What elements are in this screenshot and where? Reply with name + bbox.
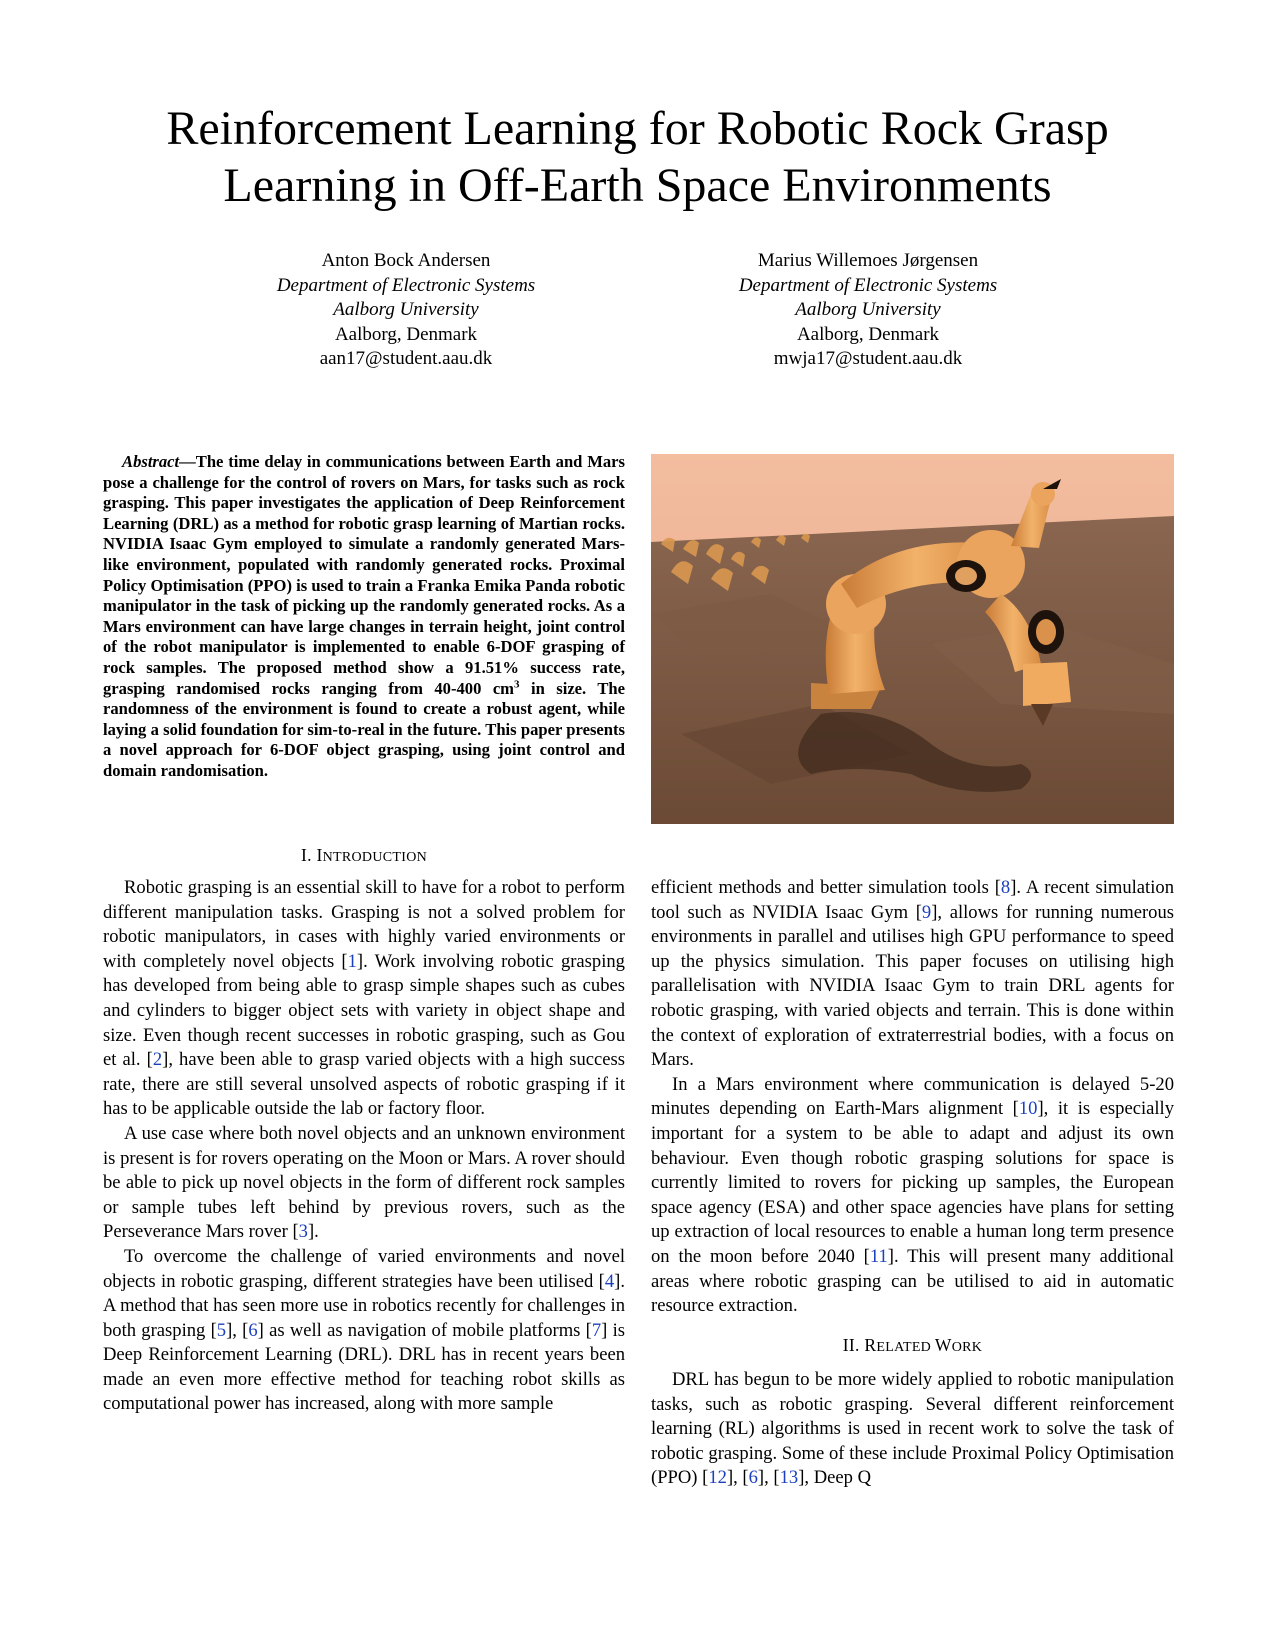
- abstract-text: —The time delay in communications between Earth and Mars pose a challenge for the control of rovers on Mars, for tasks such as rock grasping. This paper investigates the application of Deep Reinforcement Learning (DRL) as a method for robotic grasp learning of Martian rocks. NVIDIA Isaac Gym employed to simulate a randomly generated Mars-like environment, populated with randomly generated rocks. Proximal Policy Optimisation (PPO) is used to train a Franka Emika Panda robotic manipulator in the task of picking up the randomly generated rocks. As a Mars environment can have large changes in terrain height, joint control of the robot manipulator is implemented to enable 6-DOF grasping of rock samples. The proposed method show a 91.51% success rate, grasping randomised rocks ranging from 40-400 cm: [103, 452, 625, 698]
- text-run: ] as well as navigation of mobile platforms [: [257, 1319, 592, 1341]
- citation-link[interactable]: 7: [591, 1319, 602, 1341]
- section-title-rest: NTRODUCTION: [322, 850, 428, 865]
- text-run: ]. A method that has seen more use in robotics recently for challenges in both grasping [: [103, 1270, 625, 1341]
- paragraph: [103, 1122, 625, 1245]
- mars-robot-render: [651, 454, 1174, 824]
- citation-link[interactable]: 13: [779, 1467, 799, 1489]
- title-line-1: Reinforcement Learning for Robotic Rock Grasp: [166, 102, 1109, 155]
- section-title-initial: I: [316, 845, 323, 865]
- author-location: Aalborg, Denmark: [796, 323, 940, 345]
- text-run: ]. This will present many additional areas where robotic grasping can be utilised to aid in automatic resource extraction.: [651, 1245, 1174, 1317]
- text-run: Robotic grasping is an essential skill to have for a robot to perform different manipulation tasks. Grasping is not a solved problem for robotic manipulators, in cases with highly varied environments or with completely novel objects [: [103, 877, 625, 972]
- text-run: ], [: [226, 1319, 249, 1341]
- author-block: [196, 249, 616, 372]
- author-university: Aalborg University: [795, 299, 941, 320]
- section-number: I.: [300, 845, 312, 865]
- related-work-column: [651, 1368, 1174, 1491]
- text-run: ].: [307, 1221, 319, 1243]
- citation-link[interactable]: 12: [708, 1467, 727, 1489]
- abstract-label: Abstract: [122, 452, 180, 471]
- text-run: In a Mars environment where communication is delayed 5-20 minutes depending on Earth-Mars alignment [: [651, 1073, 1174, 1120]
- section-title-initial: W: [934, 1335, 952, 1355]
- paper-title: [0, 100, 1275, 214]
- citation-link[interactable]: 6: [248, 1319, 258, 1341]
- citation-link[interactable]: 9: [921, 901, 932, 923]
- citation-link[interactable]: 2: [152, 1049, 163, 1071]
- abstract-superscript: 3: [514, 678, 520, 690]
- paragraph: [651, 1368, 1174, 1491]
- introduction-right-column: [651, 876, 1174, 1319]
- author-name: Marius Willemoes Jørgensen: [757, 250, 979, 271]
- citation-link[interactable]: 6: [748, 1467, 758, 1489]
- text-run: ]. A recent simulation tool such as NVIDIA Isaac Gym [: [651, 877, 1174, 923]
- author-location: Aalborg, Denmark: [334, 323, 478, 345]
- text-run: ], [: [726, 1467, 749, 1489]
- section-title-rest: ORK: [951, 1340, 983, 1355]
- text-run: ], have been able to grasp varied objects with a high success rate, there are still several unsolved aspects of robotic grasping if it has to be applicable outside the lab or factory floor.: [103, 1049, 625, 1120]
- author-name: Anton Bock Andersen: [321, 250, 491, 271]
- citation-link[interactable]: 5: [216, 1319, 227, 1341]
- text-run: ], [: [757, 1467, 780, 1489]
- abstract: [103, 452, 625, 782]
- citation-link[interactable]: 8: [1000, 877, 1011, 898]
- author-university: Aalborg University: [333, 299, 479, 320]
- author-email: aan17@student.aau.dk: [319, 348, 493, 369]
- paragraph: [651, 876, 1174, 1073]
- paragraph: [103, 876, 625, 1122]
- section-title-initial: R: [864, 1335, 877, 1355]
- section-title-rest: ELATED: [876, 1340, 935, 1355]
- paragraph: [103, 1245, 625, 1417]
- text-run: ], Deep Q: [798, 1467, 871, 1489]
- title-line-2: Learning in Off-Earth Space Environments: [223, 159, 1052, 212]
- text-run: DRL has begun to be more widely applied to robotic manipulation tasks, such as robotic grasping. Several different reinforcement learning (RL) algorithms is used in recent work to solve the task of robotic grasping. Some of these include Proximal Policy Optimisation (PPO) [: [651, 1369, 1174, 1489]
- author-email: mwja17@student.aau.dk: [773, 348, 963, 369]
- citation-link[interactable]: 1: [347, 950, 357, 972]
- paragraph: [651, 1073, 1174, 1319]
- author-block: [658, 249, 1078, 372]
- text-run: To overcome the challenge of varied environments and novel objects in robotic grasping, different strategies have been utilised [: [103, 1245, 625, 1292]
- simulation-figure: [651, 454, 1174, 824]
- text-run: A use case where both novel objects and an unknown environment is present is for rovers operating on the Moon or Mars. A rover should be able to pick up novel objects in the form of different rock samples or sample tubes left behind by previous rovers, such as the Perseverance Mars rover [: [103, 1122, 625, 1243]
- text-run: ] is Deep Reinforcement Learning (DRL). DRL has in recent years been made an even more effective method for teaching robot skills as computational power has increased, along with more sample: [103, 1319, 625, 1415]
- introduction-left-column: [103, 876, 625, 1417]
- section-heading-introduction: [103, 845, 625, 866]
- author-department: Department of Electronic Systems: [738, 274, 998, 296]
- citation-link[interactable]: 10: [1018, 1098, 1038, 1120]
- text-run: ], allows for running numerous environments in parallel and utilises high GPU performance to speed up the physics simulation. This paper focuses on utilising high parallelisation with NVIDIA Isaac Gym to train DRL agents for robotic grasping, with varied objects and terrain. This is done within the context of exploration of extraterrestrial bodies, with a focus on Mars.: [651, 901, 1174, 1071]
- citation-link[interactable]: 3: [298, 1221, 308, 1243]
- section-number: II.: [842, 1335, 860, 1355]
- citation-link[interactable]: 11: [869, 1245, 888, 1267]
- citation-link[interactable]: 4: [604, 1270, 615, 1292]
- text-run: ], it is especially important for a system to be able to adapt and adjust its own behaviour. Even though robotic grasping solutions for space is currently limited to rovers for picking up samples, the European space agency (ESA) and other space agencies have plans for setting up extraction of local resources to enable a human long term presence on the moon before 2040 [: [651, 1098, 1174, 1267]
- text-run: efficient methods and better simulation tools [: [651, 877, 1001, 898]
- abstract-text-end: in size. The randomness of the environment is found to create a robust agent, while laying a solid foundation for sim-to-real in the future. This paper presents a novel approach for 6-DOF object grasping, using joint control and domain randomisation.: [103, 678, 626, 780]
- section-heading-related-work: [651, 1335, 1174, 1356]
- author-department: Department of Electronic Systems: [276, 274, 536, 296]
- text-run: ]. Work involving robotic grasping has developed from being able to grasp simple shapes such as cubes and cylinders to bigger object sets with variety in object shape and size. Even though recent successes in robotic grasping, such as Gou et al. [: [103, 950, 625, 1071]
